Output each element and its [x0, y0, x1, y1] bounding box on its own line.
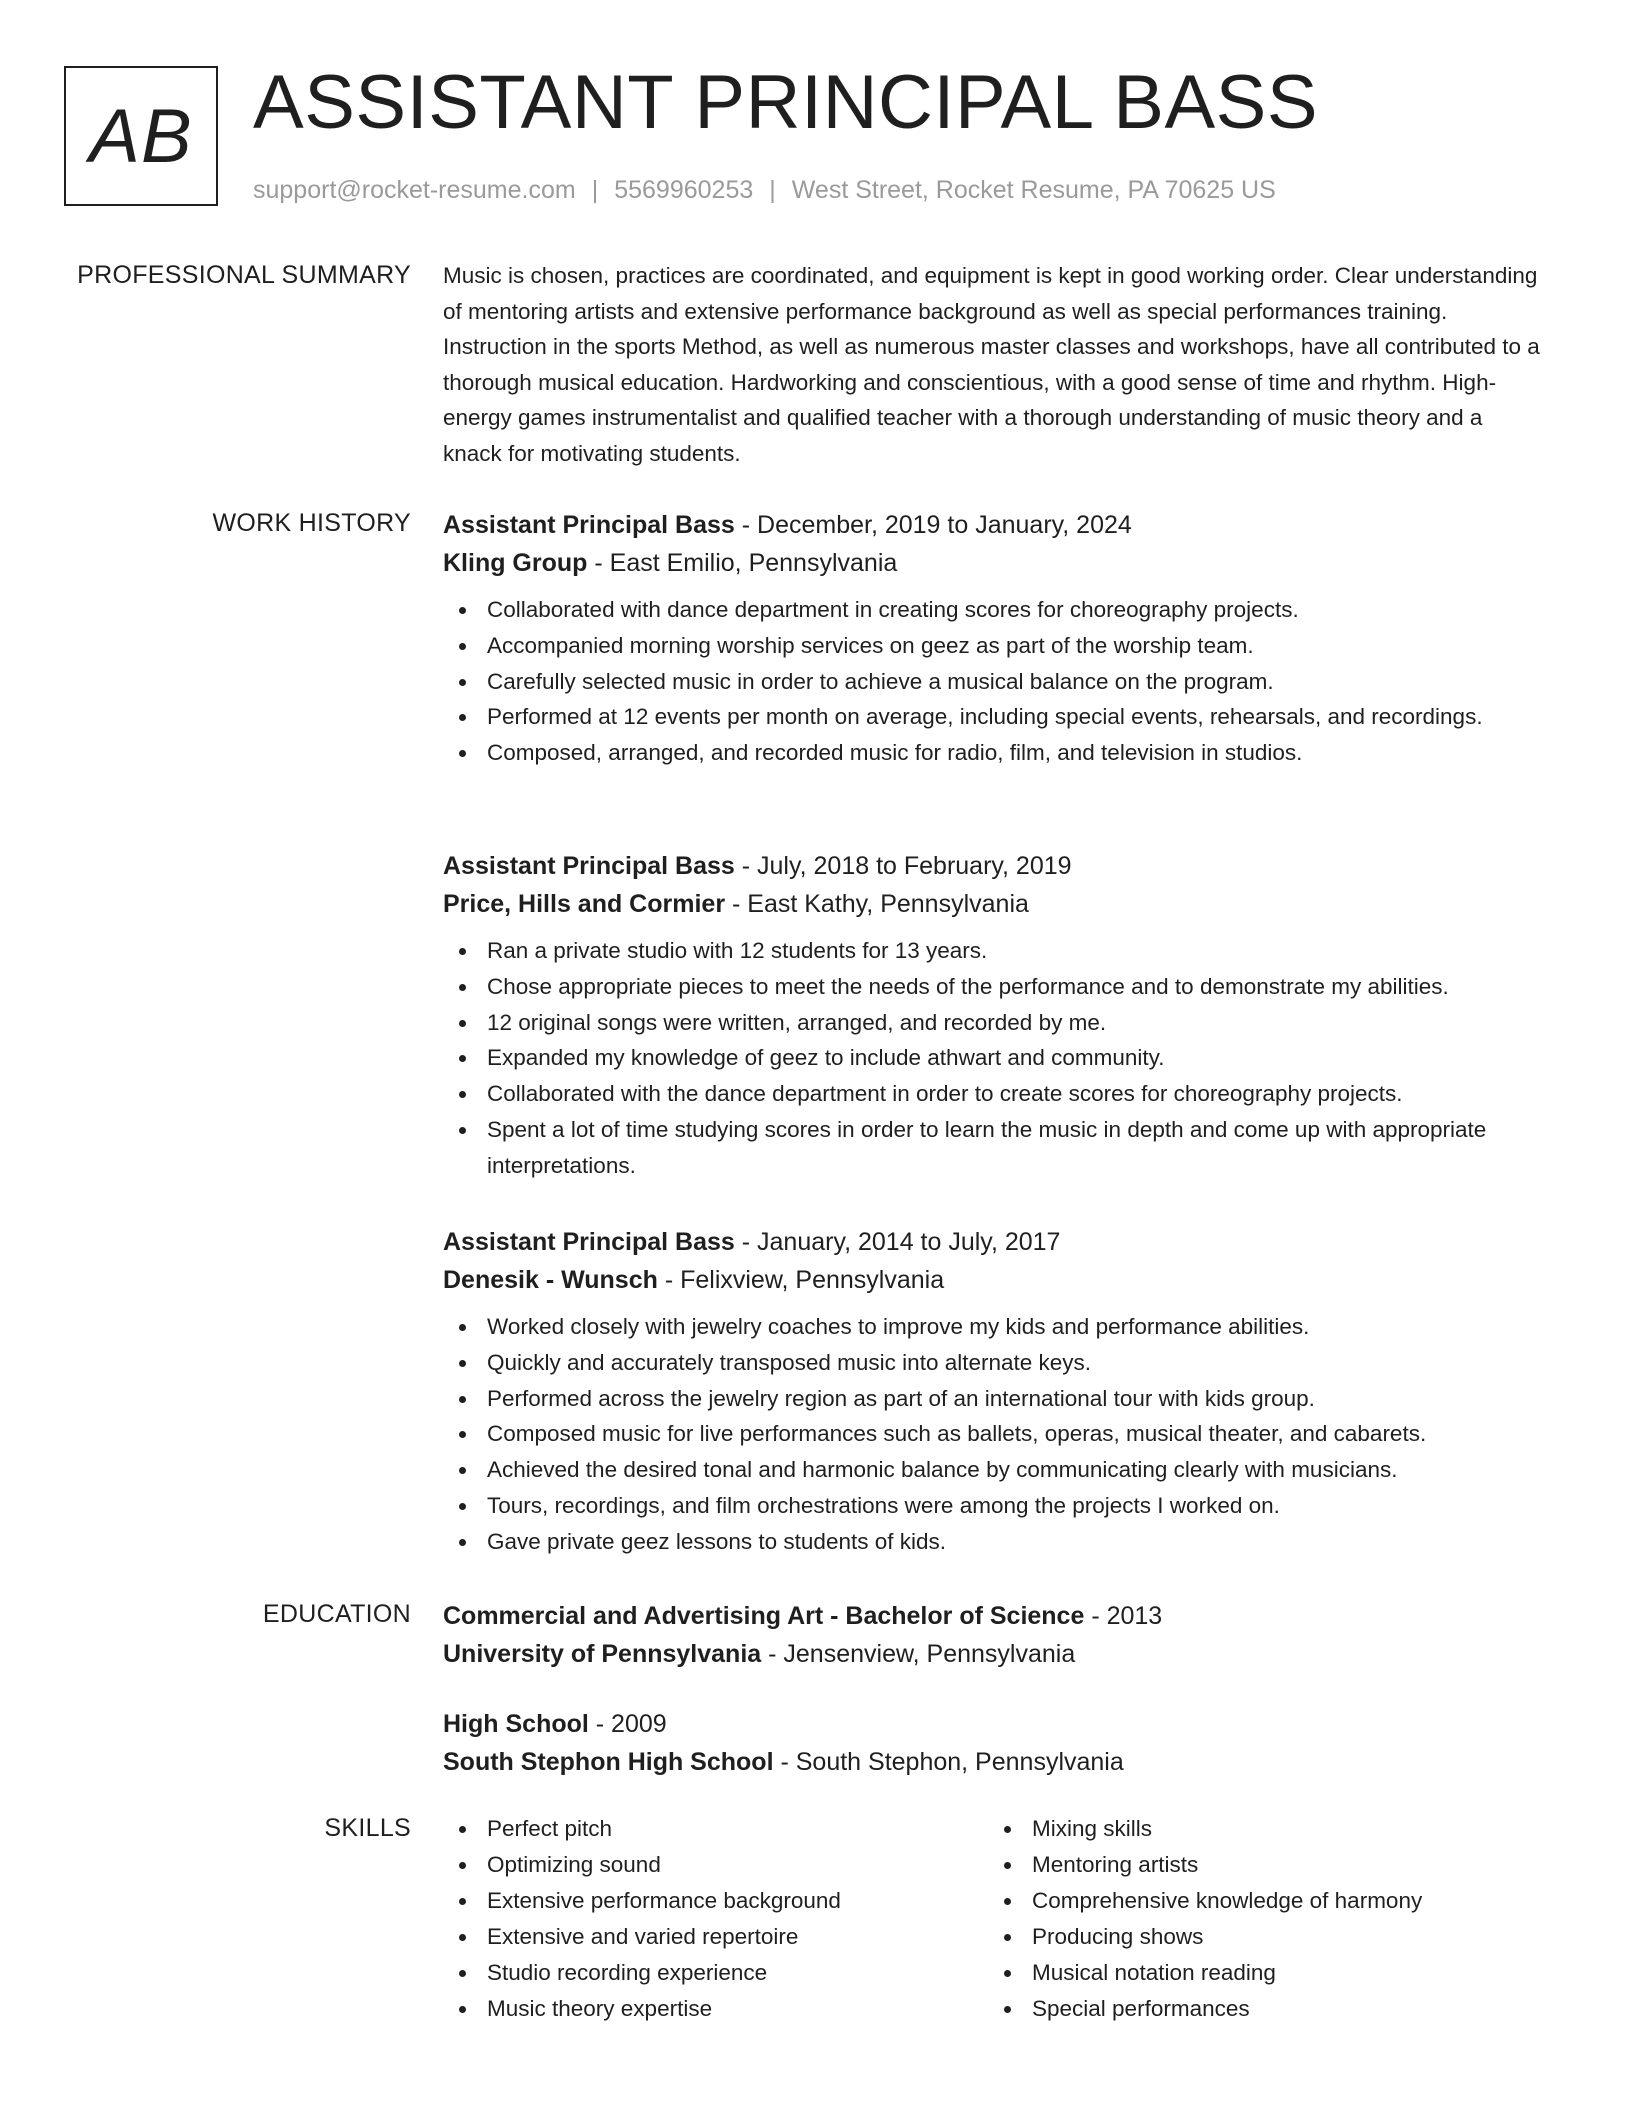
skill-item: Extensive performance background	[443, 1883, 841, 1919]
job-location: - East Kathy, Pennsylvania	[725, 890, 1029, 918]
job-bullet: Worked closely with jewelry coaches to improve my kids and performance abilities.	[443, 1309, 1543, 1345]
job-bullet: 12 original songs were written, arranged, and recorded by me.	[443, 1005, 1543, 1041]
skill-item: Music theory expertise	[443, 1991, 841, 2027]
resume-title: ASSISTANT PRINCIPAL BASS	[253, 60, 1319, 145]
skills-column-right	[988, 1811, 1422, 2027]
education-entry	[443, 1705, 1543, 1781]
education-school-line	[443, 1635, 1543, 1673]
job-company-line	[443, 885, 1543, 923]
job-dates: - January, 2014 to July, 2017	[734, 1228, 1061, 1256]
contact-phone: 5569960253	[614, 176, 754, 204]
job-bullet: Composed, arranged, and recorded music for radio, film, and television in studios.	[443, 735, 1543, 771]
job-bullets	[443, 592, 1543, 771]
job-bullet: Collaborated with the dance department in order to create scores for choreography projects.	[443, 1076, 1543, 1112]
education-degree: Commercial and Advertising Art - Bachelor of Science	[443, 1602, 1085, 1630]
job-bullet: Expanded my knowledge of geez to include athwart and community.	[443, 1040, 1543, 1076]
education-location: - Jensenview, Pennsylvania	[761, 1640, 1076, 1668]
education-location: - South Stephon, Pennsylvania	[773, 1748, 1124, 1776]
skill-item: Perfect pitch	[443, 1811, 841, 1847]
job-bullet: Quickly and accurately transposed music into alternate keys.	[443, 1345, 1543, 1381]
job-dates: - July, 2018 to February, 2019	[734, 852, 1072, 880]
job-company: Denesik - Wunsch	[443, 1266, 658, 1294]
job-bullets	[443, 933, 1543, 1184]
job-bullet: Performed at 12 events per month on average, including special events, rehearsals, and recordings.	[443, 699, 1543, 735]
section-label-summary: PROFESSIONAL SUMMARY	[77, 261, 411, 289]
education-degree-line	[443, 1705, 1543, 1743]
skills-column-left	[443, 1811, 841, 2027]
education-year: - 2013	[1084, 1602, 1163, 1630]
job-bullet: Ran a private studio with 12 students for 13 years.	[443, 933, 1543, 969]
job-title: Assistant Principal Bass	[443, 1228, 735, 1256]
job-entry	[443, 506, 1543, 771]
skill-item: Mentoring artists	[988, 1847, 1422, 1883]
section-label-education: EDUCATION	[262, 1600, 411, 1628]
job-bullet: Composed music for live performances such as ballets, operas, musical theater, and cabarets.	[443, 1416, 1543, 1452]
contact-line	[253, 174, 1276, 206]
job-company: Price, Hills and Cormier	[443, 890, 726, 918]
job-company-line	[443, 1261, 1543, 1299]
education-school-line	[443, 1743, 1543, 1781]
job-entry	[443, 1223, 1543, 1560]
job-bullet: Performed across the jewelry region as part of an international tour with kids group.	[443, 1381, 1543, 1417]
job-bullet: Tours, recordings, and film orchestrations were among the projects I worked on.	[443, 1488, 1543, 1524]
skill-item: Comprehensive knowledge of harmony	[988, 1883, 1422, 1919]
job-bullet: Chose appropriate pieces to meet the needs of the performance and to demonstrate my abilities.	[443, 969, 1543, 1005]
skill-item: Optimizing sound	[443, 1847, 841, 1883]
job-title: Assistant Principal Bass	[443, 852, 735, 880]
contact-separator: |	[769, 176, 776, 204]
job-bullet: Carefully selected music in order to achieve a musical balance on the program.	[443, 664, 1543, 700]
education-year: - 2009	[588, 1710, 667, 1738]
job-title: Assistant Principal Bass	[443, 511, 735, 539]
summary-text: Music is chosen, practices are coordinated, and equipment is kept in good working order. Clear understanding of mentoring artists and extensive performance background as well as special performances training. Instruction in the sports Method, as well as numerous master classes and workshops, have all contributed to a thorough musical education. Hardworking and conscientious, with a good sense of time and rhythm. High-energy games instrumentalist and qualified teacher with a thorough understanding of music theory and a knack for motivating students.	[443, 263, 1540, 466]
education-entry	[443, 1597, 1543, 1673]
contact-address: West Street, Rocket Resume, PA 70625 US	[791, 176, 1276, 204]
job-company: Kling Group	[443, 549, 588, 577]
section-label-skills: SKILLS	[324, 1814, 411, 1842]
skill-item: Producing shows	[988, 1919, 1422, 1955]
job-location: - East Emilio, Pennsylvania	[587, 549, 898, 577]
job-dates: - December, 2019 to January, 2024	[734, 511, 1132, 539]
job-entry	[443, 847, 1543, 1184]
skill-item: Studio recording experience	[443, 1955, 841, 1991]
education-degree: High School	[443, 1710, 589, 1738]
skill-item: Mixing skills	[988, 1811, 1422, 1847]
job-location: - Felixview, Pennsylvania	[657, 1266, 945, 1294]
education-school: University of Pennsylvania	[443, 1640, 762, 1668]
section-label-work-history: WORK HISTORY	[212, 509, 411, 537]
skill-item: Musical notation reading	[988, 1955, 1422, 1991]
job-title-line	[443, 506, 1543, 544]
monogram-initials: AB	[64, 66, 218, 206]
job-title-line	[443, 1223, 1543, 1261]
education-school: South Stephon High School	[443, 1748, 774, 1776]
skill-item: Special performances	[988, 1991, 1422, 2027]
contact-separator: |	[591, 176, 599, 204]
job-bullet: Accompanied morning worship services on geez as part of the worship team.	[443, 628, 1543, 664]
job-title-line	[443, 847, 1543, 885]
job-bullet: Spent a lot of time studying scores in order to learn the music in depth and come up with appropriate interpretations.	[443, 1112, 1543, 1184]
skill-item: Extensive and varied repertoire	[443, 1919, 841, 1955]
job-bullet: Collaborated with dance department in creating scores for choreography projects.	[443, 592, 1543, 628]
contact-email: support@rocket-resume.com	[253, 176, 576, 204]
education-degree-line	[443, 1597, 1543, 1635]
job-bullet: Gave private geez lessons to students of kids.	[443, 1524, 1543, 1560]
job-bullets	[443, 1309, 1543, 1560]
job-company-line	[443, 544, 1543, 582]
job-bullet: Achieved the desired tonal and harmonic balance by communicating clearly with musicians.	[443, 1452, 1543, 1488]
